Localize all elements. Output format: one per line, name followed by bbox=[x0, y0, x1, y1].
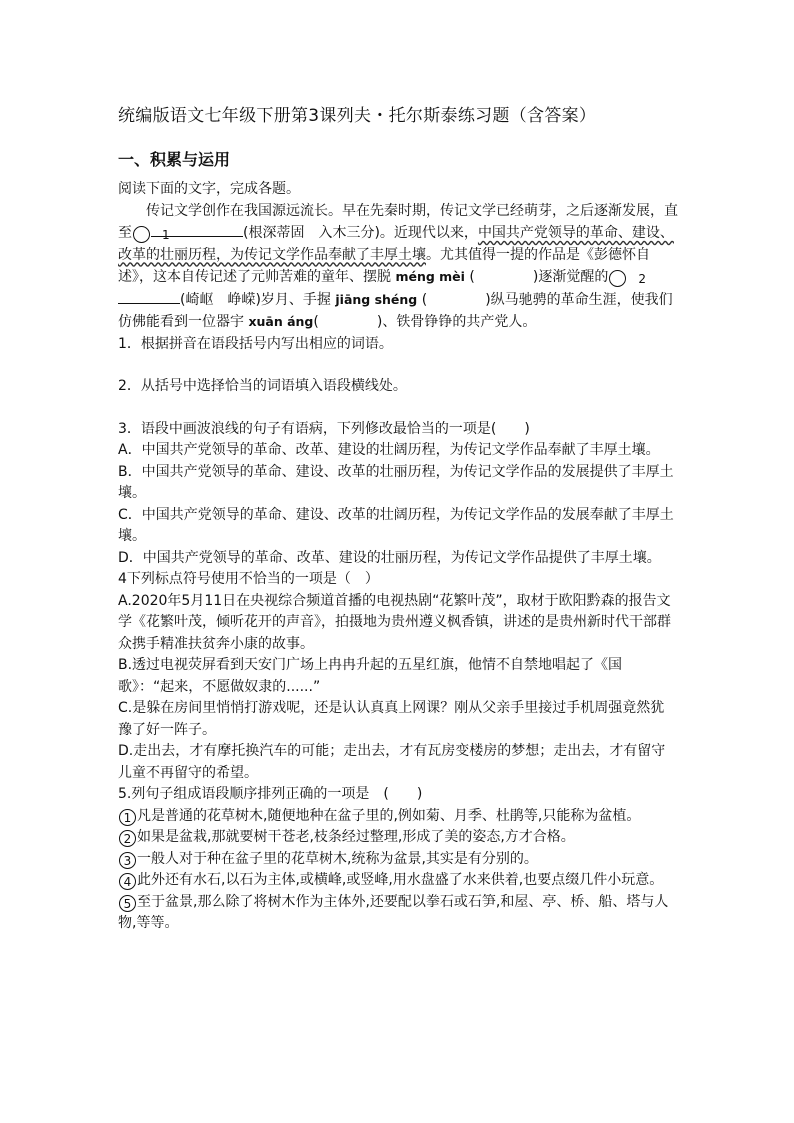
question-1: 1．根据拼音在语段括号内写出相应的词语。 bbox=[118, 335, 393, 352]
document-title: 统编版语文七年级下册第3课列夫・托尔斯泰练习题（含答案） bbox=[118, 106, 597, 126]
sentence-number: 4 bbox=[119, 873, 136, 890]
q5-sentence-3 bbox=[118, 849, 678, 871]
question-4: 4下列标点符号使用不恰当的一项是（ ） bbox=[118, 571, 379, 587]
q5-sentence-1 bbox=[118, 806, 678, 828]
sentence-number: 3 bbox=[119, 852, 136, 869]
q3-option-d[interactable]: D．中国共产党领导的革命、改革、建设的壮丽历程，为传记文学作品提供了丰厚土壤。 bbox=[118, 549, 661, 566]
q3-option-b[interactable]: B．中国共产党领导的革命、建设、改革的壮丽历程，为传记文学作品的发展提供了丰厚土壤。 bbox=[118, 463, 674, 501]
sentence-number: 2 bbox=[119, 830, 136, 847]
question-5: 5.列句子组成语段顺序排列正确的一项是 ( ) bbox=[118, 786, 423, 802]
question-2: 2．从括号中选择恰当的词语填入语段横线处。 bbox=[118, 378, 407, 394]
q4-option-a[interactable]: A.2020年5月11日在央视综合频道首播的电视热剧“花繁叶茂”，取材于欧阳黔森的报告文学《花繁叶茂，倾听花开的声音》，拍摄地为贵州遵义枫香镇，讲述的是贵州新时代干部群众携手精准扶贫奔小康的故事。 bbox=[118, 592, 671, 652]
fill-blank-2[interactable] bbox=[118, 289, 180, 304]
sentence-text: 凡是普通的花草树木,随便地种在盆子里的,例如菊、月季、杜鹃等,只能称为盆植。 bbox=[137, 807, 641, 824]
q5-sentence-5 bbox=[118, 892, 678, 935]
sentence-number: 5 bbox=[119, 895, 136, 912]
wavy-underlined-sentence: 中国共产党领导的革命、建设、改革的壮丽历程，为传记文学作品奉献了丰厚土壤 bbox=[118, 225, 674, 263]
passage-text-1: 传记文学创作在我国源远流长。早在先秦时期，传记文学已经萌芽，之后逐渐发展，直至 bbox=[118, 202, 678, 241]
passage-text-6: 纵马驰骋的革命生涯，使我们仿佛能看到一位器宇 bbox=[118, 291, 673, 330]
section-heading: 一、积累与运用 bbox=[118, 150, 231, 169]
fill-blank-1[interactable] bbox=[151, 222, 243, 237]
q4-option-d[interactable]: D.走出去，才有摩托换汽车的可能；走出去，才有瓦房变楼房的梦想；走出去，才有留守儿童不再留守的希望。 bbox=[118, 743, 666, 781]
blank-number-1: 1 bbox=[133, 226, 150, 243]
document-page bbox=[118, 100, 678, 935]
passage-text-5: (崎岖 峥嵘)岁月、手握 bbox=[180, 291, 331, 308]
sentence-text: 如果是盆栽,那就要树干苍老,枝条经过整理,形成了美的姿态,方才合格。 bbox=[137, 829, 575, 845]
q3-option-a[interactable]: A．中国共产党领导的革命、改革、建设的壮阔历程，为传记文学作品奉献了丰厚土壤。 bbox=[118, 442, 660, 458]
q4-option-b[interactable]: B.透过电视荧屏看到天安门广场上冉冉升起的五星红旗，他情不自禁地唱起了《国歌》：“起来，不愿做奴隶的......” bbox=[118, 657, 623, 695]
passage-text-7: 、铁骨铮铮的共产党人。 bbox=[382, 314, 537, 330]
q5-sentence-2 bbox=[118, 827, 678, 849]
sentence-text: 此外还有水石,以石为主体,或横峰,或竖峰,用水盘盛了水来供着,也要点缀几件小玩意。 bbox=[137, 872, 664, 888]
pinyin-2: jiāng shéng bbox=[335, 291, 418, 307]
passage-text-2: (根深蒂固 入木三分)。近现代以来， bbox=[243, 225, 478, 241]
passage-text-4: 逐渐觉醒的 bbox=[538, 269, 609, 285]
passage-text-3: 。尤其值得一提的作品是《彭德怀自述》，这本自传记述了元帅苦难的童年、摆脱 bbox=[118, 246, 650, 285]
q3-option-c[interactable]: C．中国共产党领导的革命、建设、改革的壮阔历程，为传记文学作品的发展奉献了丰厚土壤。 bbox=[118, 506, 674, 544]
sentence-text: 至于盆景,那么除了将树木作为主体外,还要配以拳石或石笋,和屋、亭、桥、船、塔与人物,等等。 bbox=[118, 893, 669, 931]
reading-passage: 传记文学创作在我国源远流长。早在先秦时期，传记文学已经萌芽，之后逐渐发展，直至 1 (根深蒂固 入木三分)。近现代以来，中国共产党领导的革命、建设、改革的壮丽历程，为传记文学作品奉献了丰厚土壤。尤其值得一提的作品是《彭德怀自述》，这本自传记述了元帅苦难的童年、摆脱 méng mèi ( )逐渐觉醒的 2(崎岖 峥嵘)岁月、手握 jiāng shéng ( )纵马驰骋的革命生涯，使我们仿佛能看到一位器宇 xuān áng( )、铁骨铮铮的共产党人。 bbox=[118, 202, 678, 330]
pinyin-1: méng mèi bbox=[395, 269, 465, 284]
question-3: 3．语段中画波浪线的句子有语病，下列修改最恰当的一项是( ) bbox=[118, 420, 530, 437]
q4-option-c[interactable]: C.是躲在房间里悄悄打游戏呢，还是认认真真上网课？刚从父亲手里接过手机周强竟然犹豫了好一阵子。 bbox=[118, 700, 665, 738]
blank-number-2: 2 bbox=[609, 270, 626, 287]
sentence-text: 一般人对于种在盆子里的花草树木,统称为盆景,其实是有分别的。 bbox=[137, 850, 538, 867]
q5-sentence-4 bbox=[118, 870, 678, 892]
pinyin-3: xuān áng bbox=[248, 314, 314, 329]
sentence-number: 1 bbox=[119, 809, 136, 826]
instruction-text: 阅读下面的文字，完成各题。 bbox=[118, 181, 300, 197]
